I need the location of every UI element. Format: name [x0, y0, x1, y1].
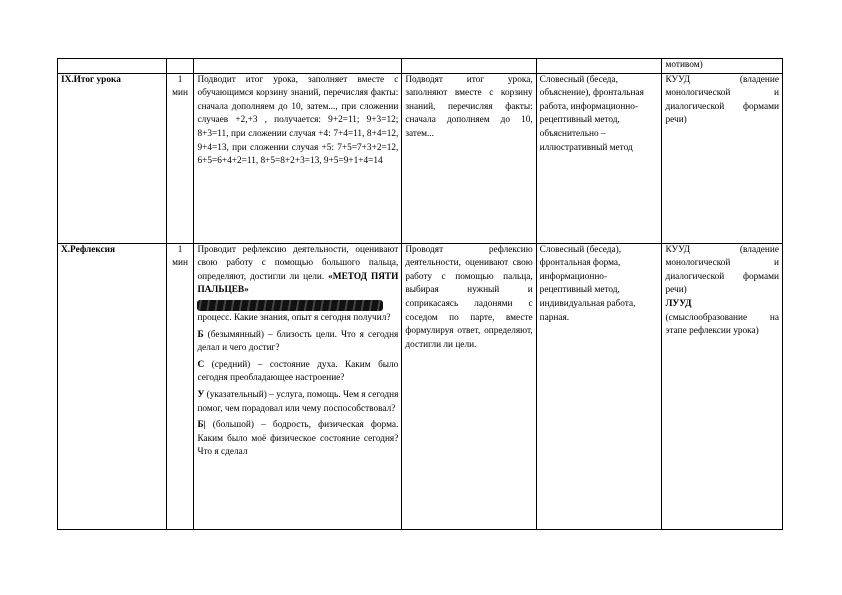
teacher-paragraph: процесс. Какие знания, опыт я сегодня получил?: [197, 312, 391, 323]
cell-top-methods: [536, 59, 662, 74]
uud-cell: КУУД (владение монологической и диалогической формами речи): [662, 73, 783, 243]
methods-cell: Словесный (беседа), фронтальная форма, информационно-рецептивный метод, индивидуальная работа, парная.: [536, 243, 662, 529]
table-row-itog: [58, 73, 783, 243]
teacher-paragraph: У (указательный) – услуга, помощь. Чем я сегодня помог, чем порадовал или чему поспособствовал?: [197, 389, 399, 414]
table-row-top: [58, 59, 783, 74]
teacher-activity: [194, 243, 402, 529]
teacher-paragraph: С (средний) – состояние духа. Каким было сегодня преобладающее настроение?: [197, 359, 399, 384]
redaction-scribble: [197, 300, 383, 311]
stage-name: X.Рефлексия: [58, 243, 167, 529]
stage-time: 1 мин: [166, 73, 194, 243]
stage-time: 1 мин: [166, 243, 194, 529]
uud-personal-title: ЛУУД: [665, 298, 692, 309]
lesson-plan-table: [57, 58, 783, 530]
cell-top-stage: [58, 59, 167, 74]
teacher-paragraph: Б (безымянный) – близость цели. Что я сегодня делал и чего достиг?: [197, 329, 399, 354]
table-row-refl: [58, 243, 783, 529]
cell-top-time: [166, 59, 194, 74]
teacher-paragraph: Б| (большой) – бодрость, физическая форма. Каким было моё физическое состояние сегодня? Что я сделал: [197, 420, 399, 458]
teacher-activity: Подводит итог урока, заполняет вместе с обучающимся корзину знаний, перечисляя факты: сначала дополняем до 10, затем..., при сложении случаев +2,+3 , получается: 9+2=11; 9+3=12; 8+3=11, при сложении случая +4: 7+4=11, 8+4=12, 9+4=13, при сложении случая +5: 7+5=7+3+2=12, 6+5=6+4+2=11, 8+5=8+2+3=13, 9+5=9+1+4=14: [194, 73, 402, 243]
cell-top-students: [402, 59, 536, 74]
stage-name: IX.Итог урока: [58, 73, 167, 243]
methods-cell: Словесный (беседа, объяснение), фронтальная работа, информационно-рецептивный метод, объяснительно – иллюстративный метод: [536, 73, 662, 243]
uud-cell: [662, 243, 783, 529]
students-activity: Подводят итог урока, заполняют вместе с корзину знаний, перечисляя факты: сначала дополняем до 10, затем...: [402, 73, 536, 243]
cell-top-uud: мотивом): [662, 59, 783, 74]
uud-communicative: КУУД (владение монологической и диалогической формами речи): [665, 244, 779, 296]
method-title: «МЕТОД ПЯТИ ПАЛЬЦЕВ»: [197, 271, 399, 296]
cell-top-teacher: [194, 59, 402, 74]
students-activity: Проводят рефлексию деятельности, оценивают свою работу с помощью пальца, выбирая нужный и соприкасаясь ладонями с соседом по парте, вместе формулируя ответ, определяют, достигли ли цели.: [402, 243, 536, 529]
uud-personal: (смыслообразование на этапе рефлексии урока): [665, 312, 779, 337]
teacher-intro: Проводит рефлексию деятельности, оценивают свою работу с помощью большого пальца, определяют, достигли ли цели.: [197, 244, 399, 282]
